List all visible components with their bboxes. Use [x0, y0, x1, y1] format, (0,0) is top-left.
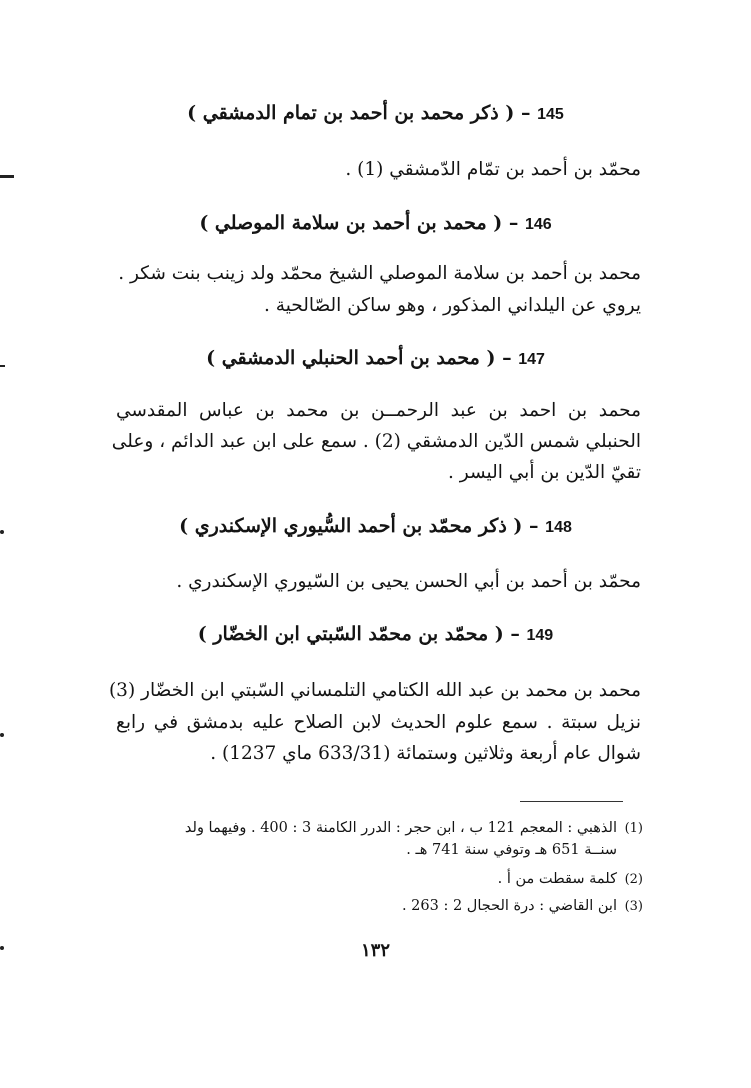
footnote-1-line-1: الذهبي : المعجم 121 ب ، ابن حجر : الدرر الكامنة 3 : 400 . وفيهما ولد [184, 820, 617, 836]
entry-dash: – [502, 347, 512, 369]
entry-147-line-2: الحنبلي شمس الدّين الدمشقي (2) . سمع على ابن عبد الدائم ، وعلى [111, 431, 641, 452]
entry-title: ( محمّد بن محمّد السّبتي ابن الخضّار ) [197, 623, 504, 645]
entry-number: 147 [518, 351, 545, 368]
entry-number: 145 [537, 106, 564, 123]
footnote-2-mark: (2) [624, 872, 643, 887]
entry-heading-148 [0, 515, 751, 537]
entry-title: ( محمد بن أحمد بن سلامة الموصلي ) [199, 212, 503, 234]
scan-edge-mark [0, 175, 14, 178]
footnote-2-line-1: كلمة سقطت من أ . [497, 871, 617, 887]
entry-147-line-1: محمد بن احمد بن عبد الرحمــن بن محمد بن عباس المقدسي [116, 400, 641, 421]
footnote-3-mark: (3) [624, 899, 643, 914]
entry-heading-149 [0, 623, 751, 645]
entry-146-line-2: يروي عن اليلداني المذكور ، وهو ساكن الصّالحية . [264, 295, 641, 316]
entry-number: 148 [545, 519, 572, 536]
scan-edge-mark [0, 365, 5, 367]
entry-dash: – [529, 515, 539, 537]
footnote-rule [520, 801, 623, 802]
entry-dash: – [521, 102, 531, 124]
page-number: ١٣٢ [360, 940, 390, 961]
entry-title: ( ذكر محمّد بن أحمد السُّيوري الإسكندري ) [179, 515, 523, 537]
footnote-1-line-2: سنــة 651 هـ وتوفي سنة 741 هـ . [406, 842, 617, 858]
footnote-3-line-1: ابن القاضي : درة الحجال 2 : 263 . [401, 898, 617, 914]
entry-heading-147 [0, 347, 751, 369]
entry-dash: – [508, 212, 519, 234]
entry-148-line-1: محمّد بن أحمد بن أبي الحسن يحيى بن السّيوري الإسكندري . [176, 571, 641, 592]
entry-title: ( ذكر محمد بن أحمد بن تمام الدمشقي ) [187, 102, 515, 124]
entry-title: ( محمد بن أحمد الحنبلي الدمشقي ) [206, 347, 496, 369]
footnote-1-mark: (1) [624, 821, 643, 836]
entry-149-line-1: محمد بن محمد بن عبد الله الكتامي التلمساني السّبتي ابن الخضّار (3) [108, 680, 641, 701]
entry-146-line-1: محمد بن أحمد بن سلامة الموصلي الشيخ محمّد ولد زينب بنت شكر . [118, 263, 641, 284]
scan-edge-mark [0, 530, 4, 534]
entry-heading-146 [0, 212, 751, 234]
entry-149-line-3: شوال عام أربعة وثلاثين وستمائة (633/31 ماي 1237) . [210, 743, 641, 764]
entry-145-line-1: محمّد بن أحمد بن تمّام الدّمشقي (1) . [345, 159, 641, 180]
scan-edge-mark [0, 946, 4, 950]
entry-heading-145 [0, 102, 751, 124]
entry-number: 146 [524, 216, 552, 233]
entry-dash: – [510, 623, 520, 645]
entry-147-line-3: تقيّ الدّين بن أبي اليسر . [448, 462, 641, 483]
entry-number: 149 [526, 627, 554, 644]
scan-edge-mark [0, 733, 4, 737]
entry-149-line-2: نزيل سبتة . سمع علوم الحديث لابن الصلاح عليه بدمشق في رابع [116, 712, 641, 733]
